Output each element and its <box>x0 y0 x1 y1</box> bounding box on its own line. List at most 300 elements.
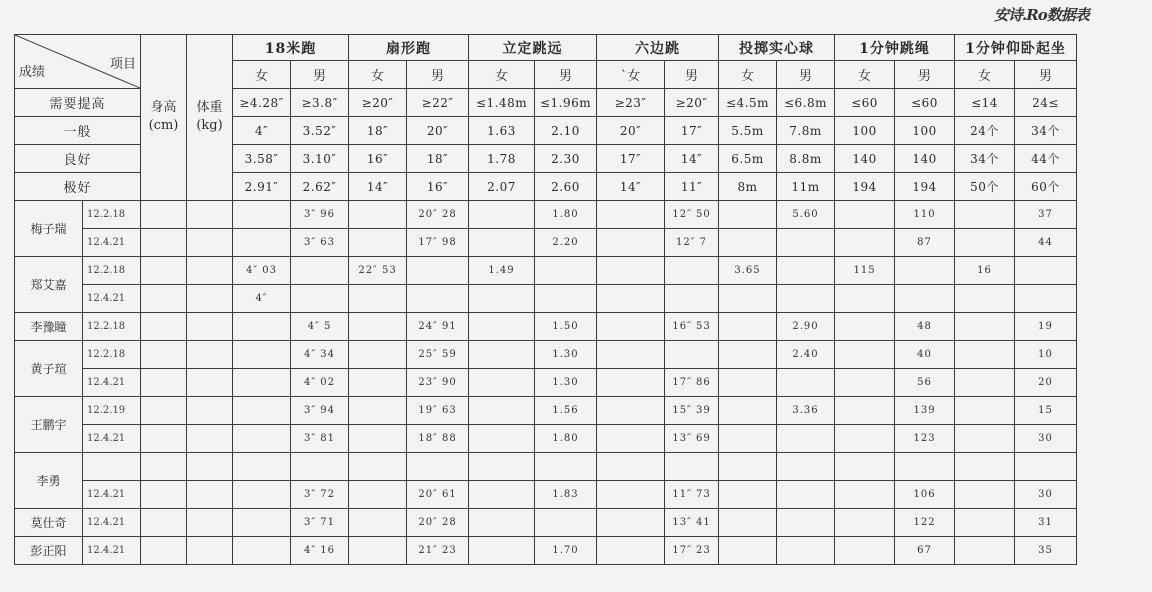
result-value <box>777 425 835 453</box>
result-value <box>835 537 895 565</box>
student-row <box>15 509 1152 537</box>
result-value <box>597 313 665 341</box>
result-value <box>955 537 1015 565</box>
height-header <box>141 35 187 201</box>
result-value <box>777 229 835 257</box>
standard-value: 194 <box>895 173 955 201</box>
result-value: 1.49 <box>469 257 535 285</box>
result-value: 4″ 03 <box>233 257 291 285</box>
result-value <box>535 257 597 285</box>
standard-value: ≤60 <box>835 89 895 117</box>
height-unit: (cm) <box>148 118 179 133</box>
weight-value <box>187 201 233 229</box>
result-value: 1.70 <box>535 537 597 565</box>
standard-value: 2.91″ <box>233 173 291 201</box>
test-date: 12.4.21 <box>83 229 141 257</box>
result-value <box>349 341 407 369</box>
weight-value <box>187 537 233 565</box>
test-date: 12.4.21 <box>83 481 141 509</box>
standard-value: 2.10 <box>535 117 597 145</box>
result-value <box>233 425 291 453</box>
student-row <box>15 425 1152 453</box>
result-value: 2.20 <box>535 229 597 257</box>
gender-header: 女 <box>469 61 535 89</box>
result-value <box>469 229 535 257</box>
standard-value: 24≤ <box>1015 89 1077 117</box>
result-value: 3″ 63 <box>291 229 349 257</box>
result-value <box>835 341 895 369</box>
standard-value: 100 <box>895 117 955 145</box>
result-value <box>597 257 665 285</box>
standard-value: 17″ <box>597 145 665 173</box>
result-value <box>835 369 895 397</box>
student-name: 郑艾嘉 <box>15 257 83 313</box>
result-value: 24″ 91 <box>407 313 469 341</box>
result-value: 122 <box>895 509 955 537</box>
result-value <box>955 481 1015 509</box>
event-header: 1分钟跳绳 <box>835 35 955 61</box>
result-value <box>469 369 535 397</box>
event-header: 投掷实心球 <box>719 35 835 61</box>
gender-header: `女 <box>597 61 665 89</box>
result-value <box>597 341 665 369</box>
result-value: 20 <box>1015 369 1077 397</box>
result-value <box>469 341 535 369</box>
event-header: 1分钟仰卧起坐 <box>955 35 1077 61</box>
student-row <box>15 229 1152 257</box>
result-value: 123 <box>895 425 955 453</box>
standard-value: 3.10″ <box>291 145 349 173</box>
result-value <box>469 453 535 481</box>
result-value <box>233 537 291 565</box>
test-date: 12.4.21 <box>83 425 141 453</box>
result-value <box>597 229 665 257</box>
gender-header: 女 <box>233 61 291 89</box>
standard-value: ≤1.96m <box>535 89 597 117</box>
result-value <box>349 285 407 313</box>
standard-value: 24个 <box>955 117 1015 145</box>
handwritten-annotation: 安诗.Ro数据表 <box>994 6 1089 24</box>
result-value <box>349 425 407 453</box>
event-header: 18米跑 <box>233 35 349 61</box>
result-value <box>291 285 349 313</box>
weight-value <box>187 341 233 369</box>
result-value <box>349 201 407 229</box>
result-value <box>955 313 1015 341</box>
result-value: 3.36 <box>777 397 835 425</box>
student-name: 王鹏宇 <box>15 397 83 453</box>
result-value <box>835 313 895 341</box>
standard-value: 8m <box>719 173 777 201</box>
result-value: 17″ 86 <box>665 369 719 397</box>
height-value <box>141 257 187 285</box>
result-value <box>835 397 895 425</box>
result-value: 44 <box>1015 229 1077 257</box>
result-value <box>407 285 469 313</box>
result-value <box>665 285 719 313</box>
result-value: 10 <box>1015 341 1077 369</box>
weight-value <box>187 257 233 285</box>
result-value <box>233 509 291 537</box>
test-date: 12.2.18 <box>83 201 141 229</box>
result-value <box>719 313 777 341</box>
result-value: 12″ 7 <box>665 229 719 257</box>
result-value: 30 <box>1015 481 1077 509</box>
student-row <box>15 369 1152 397</box>
result-value <box>955 397 1015 425</box>
result-value <box>233 369 291 397</box>
result-value <box>955 509 1015 537</box>
event-header: 立定跳远 <box>469 35 597 61</box>
standard-value: 1.63 <box>469 117 535 145</box>
result-value <box>469 481 535 509</box>
gender-header: 男 <box>777 61 835 89</box>
result-value <box>835 481 895 509</box>
test-date: 12.4.21 <box>83 369 141 397</box>
result-value: 1.30 <box>535 341 597 369</box>
standard-value: 18″ <box>407 145 469 173</box>
standard-value: ≥4.28″ <box>233 89 291 117</box>
standard-value: 1.78 <box>469 145 535 173</box>
standard-value: 194 <box>835 173 895 201</box>
weight-value <box>187 369 233 397</box>
result-value <box>719 537 777 565</box>
result-value <box>1015 453 1077 481</box>
header-row-events <box>15 35 1152 61</box>
result-value <box>955 229 1015 257</box>
standard-value: 100 <box>835 117 895 145</box>
result-value <box>955 341 1015 369</box>
standard-value: 60个 <box>1015 173 1077 201</box>
student-row <box>15 285 1152 313</box>
result-value: 67 <box>895 537 955 565</box>
result-value <box>895 257 955 285</box>
height-value <box>141 425 187 453</box>
weight-unit: (kg) <box>196 118 223 133</box>
fitness-record-table <box>14 34 1152 565</box>
result-value <box>719 201 777 229</box>
test-date: 12.4.21 <box>83 509 141 537</box>
standard-value: 34个 <box>1015 117 1077 145</box>
test-date: 12.2.18 <box>83 341 141 369</box>
result-value: 22″ 53 <box>349 257 407 285</box>
result-value: 106 <box>895 481 955 509</box>
result-value <box>469 509 535 537</box>
result-value <box>835 425 895 453</box>
weight-value <box>187 481 233 509</box>
standard-value: ≥20″ <box>349 89 407 117</box>
height-value <box>141 453 187 481</box>
standard-value: 2.62″ <box>291 173 349 201</box>
result-value <box>777 369 835 397</box>
result-value: 87 <box>895 229 955 257</box>
standard-value: ≤4.5m <box>719 89 777 117</box>
test-date <box>83 453 141 481</box>
result-value: 20″ 28 <box>407 509 469 537</box>
result-value: 3″ 81 <box>291 425 349 453</box>
result-value: 17″ 98 <box>407 229 469 257</box>
weight-value <box>187 509 233 537</box>
gender-header: 男 <box>535 61 597 89</box>
result-value <box>719 509 777 537</box>
student-name: 梅子瑞 <box>15 201 83 257</box>
standard-value: 4″ <box>233 117 291 145</box>
result-value <box>955 369 1015 397</box>
result-value <box>835 509 895 537</box>
result-value <box>535 509 597 537</box>
result-value: 115 <box>835 257 895 285</box>
standard-label: 良好 <box>15 145 141 173</box>
result-value <box>835 285 895 313</box>
student-row <box>15 537 1152 565</box>
result-value: 12″ 50 <box>665 201 719 229</box>
gender-header: 男 <box>1015 61 1077 89</box>
result-value: 31 <box>1015 509 1077 537</box>
result-value: 20″ 61 <box>407 481 469 509</box>
result-value <box>665 453 719 481</box>
result-value: 2.90 <box>777 313 835 341</box>
result-value <box>469 313 535 341</box>
result-value <box>777 285 835 313</box>
event-header: 扇形跑 <box>349 35 469 61</box>
result-value: 15″ 39 <box>665 397 719 425</box>
result-value <box>349 453 407 481</box>
student-row <box>15 397 1152 425</box>
result-value <box>535 453 597 481</box>
standard-value: ≤14 <box>955 89 1015 117</box>
standard-value: 18″ <box>349 117 407 145</box>
result-value: 3″ 71 <box>291 509 349 537</box>
gender-header: 女 <box>835 61 895 89</box>
result-value: 1.56 <box>535 397 597 425</box>
gender-header: 女 <box>955 61 1015 89</box>
result-value <box>835 201 895 229</box>
result-value <box>597 201 665 229</box>
gender-header: 男 <box>895 61 955 89</box>
test-date: 12.4.21 <box>83 285 141 313</box>
standard-value: ≥3.8″ <box>291 89 349 117</box>
result-value <box>349 537 407 565</box>
student-row <box>15 201 1152 229</box>
result-value: 3.65 <box>719 257 777 285</box>
result-value <box>291 257 349 285</box>
standard-value: 8.8m <box>777 145 835 173</box>
result-value <box>665 257 719 285</box>
height-label: 身高 <box>150 100 177 115</box>
standard-value: 14″ <box>665 145 719 173</box>
result-value <box>349 369 407 397</box>
standard-value: 34个 <box>955 145 1015 173</box>
weight-value <box>187 313 233 341</box>
result-value <box>835 229 895 257</box>
standard-value: ≤1.48m <box>469 89 535 117</box>
result-value <box>719 425 777 453</box>
result-value: 30 <box>1015 425 1077 453</box>
standard-value: 20″ <box>407 117 469 145</box>
standard-value: ≥20″ <box>665 89 719 117</box>
result-value: 3″ 96 <box>291 201 349 229</box>
result-value <box>719 369 777 397</box>
result-value: 4″ <box>233 285 291 313</box>
student-row <box>15 481 1152 509</box>
gender-header: 女 <box>719 61 777 89</box>
result-value <box>233 397 291 425</box>
standard-value: 14″ <box>597 173 665 201</box>
standard-value: 3.52″ <box>291 117 349 145</box>
result-value <box>665 341 719 369</box>
result-value: 4″ 34 <box>291 341 349 369</box>
result-value: 48 <box>895 313 955 341</box>
result-value <box>233 201 291 229</box>
result-value <box>719 397 777 425</box>
corner-row-label: 成绩 <box>19 65 46 80</box>
standard-value: 5.5m <box>719 117 777 145</box>
standard-value: 7.8m <box>777 117 835 145</box>
height-value <box>141 285 187 313</box>
result-value: 19 <box>1015 313 1077 341</box>
result-value <box>469 201 535 229</box>
test-date: 12.2.18 <box>83 313 141 341</box>
weight-value <box>187 453 233 481</box>
result-value: 4″ 5 <box>291 313 349 341</box>
weight-value <box>187 425 233 453</box>
height-value <box>141 397 187 425</box>
standard-value: 11m <box>777 173 835 201</box>
result-value: 15 <box>1015 397 1077 425</box>
student-row <box>15 341 1152 369</box>
result-value: 13″ 69 <box>665 425 719 453</box>
result-value: 17″ 23 <box>665 537 719 565</box>
result-value: 19″ 63 <box>407 397 469 425</box>
result-value <box>233 341 291 369</box>
height-value <box>141 201 187 229</box>
result-value: 5.60 <box>777 201 835 229</box>
standard-value: 2.07 <box>469 173 535 201</box>
standard-value: ≥22″ <box>407 89 469 117</box>
result-value <box>407 257 469 285</box>
result-value <box>777 509 835 537</box>
corner-header <box>15 35 141 89</box>
height-value <box>141 537 187 565</box>
result-value: 23″ 90 <box>407 369 469 397</box>
result-value <box>233 453 291 481</box>
result-value: 1.80 <box>535 201 597 229</box>
gender-header: 男 <box>291 61 349 89</box>
result-value <box>719 285 777 313</box>
result-value <box>597 453 665 481</box>
student-name: 李豫瞳 <box>15 313 83 341</box>
result-value: 139 <box>895 397 955 425</box>
result-value <box>597 397 665 425</box>
result-value: 13″ 41 <box>665 509 719 537</box>
result-value <box>407 453 469 481</box>
height-value <box>141 229 187 257</box>
standard-value: 17″ <box>665 117 719 145</box>
result-value <box>291 453 349 481</box>
result-value: 1.30 <box>535 369 597 397</box>
student-name: 李勇 <box>15 453 83 509</box>
gender-header: 男 <box>665 61 719 89</box>
result-value: 21″ 23 <box>407 537 469 565</box>
result-value <box>719 229 777 257</box>
standard-value: 2.60 <box>535 173 597 201</box>
height-value <box>141 369 187 397</box>
result-value: 3″ 72 <box>291 481 349 509</box>
test-date: 12.2.19 <box>83 397 141 425</box>
result-value <box>597 285 665 313</box>
event-header: 六边跳 <box>597 35 719 61</box>
gender-header: 男 <box>407 61 469 89</box>
standard-value: 44个 <box>1015 145 1077 173</box>
result-value: 110 <box>895 201 955 229</box>
result-value <box>597 509 665 537</box>
height-value <box>141 313 187 341</box>
result-value: 18″ 88 <box>407 425 469 453</box>
result-value <box>777 453 835 481</box>
student-row <box>15 313 1152 341</box>
result-value <box>777 481 835 509</box>
result-value: 4″ 16 <box>291 537 349 565</box>
result-value: 16″ 53 <box>665 313 719 341</box>
result-value: 40 <box>895 341 955 369</box>
result-value <box>597 425 665 453</box>
result-value <box>719 481 777 509</box>
weight-value <box>187 397 233 425</box>
standard-value: ≤60 <box>895 89 955 117</box>
result-value <box>955 425 1015 453</box>
result-value <box>349 313 407 341</box>
test-date: 12.2.18 <box>83 257 141 285</box>
standard-label: 需要提高 <box>15 89 141 117</box>
student-name: 彭正阳 <box>15 537 83 565</box>
student-name: 莫仕奇 <box>15 509 83 537</box>
result-value <box>835 453 895 481</box>
height-value <box>141 481 187 509</box>
result-value <box>469 397 535 425</box>
standard-value: 14″ <box>349 173 407 201</box>
result-value <box>719 341 777 369</box>
student-name: 黄子瑄 <box>15 341 83 397</box>
result-value: 25″ 59 <box>407 341 469 369</box>
standard-value: 20″ <box>597 117 665 145</box>
result-value <box>535 285 597 313</box>
height-value <box>141 341 187 369</box>
result-value <box>777 257 835 285</box>
result-value: 37 <box>1015 201 1077 229</box>
result-value: 3″ 94 <box>291 397 349 425</box>
result-value: 1.80 <box>535 425 597 453</box>
standard-value: 140 <box>895 145 955 173</box>
weight-value <box>187 285 233 313</box>
height-value <box>141 509 187 537</box>
result-value <box>597 481 665 509</box>
standard-value: ≤6.8m <box>777 89 835 117</box>
result-value <box>233 481 291 509</box>
student-row <box>15 257 1152 285</box>
weight-value <box>187 229 233 257</box>
corner-col-label: 项目 <box>109 57 136 72</box>
standard-value: 2.30 <box>535 145 597 173</box>
result-value <box>469 285 535 313</box>
result-value <box>1015 257 1077 285</box>
result-value <box>895 285 955 313</box>
result-value: 1.50 <box>535 313 597 341</box>
standard-value: 16″ <box>349 145 407 173</box>
result-value <box>955 201 1015 229</box>
gender-header: 女 <box>349 61 407 89</box>
result-value <box>719 453 777 481</box>
result-value: 35 <box>1015 537 1077 565</box>
